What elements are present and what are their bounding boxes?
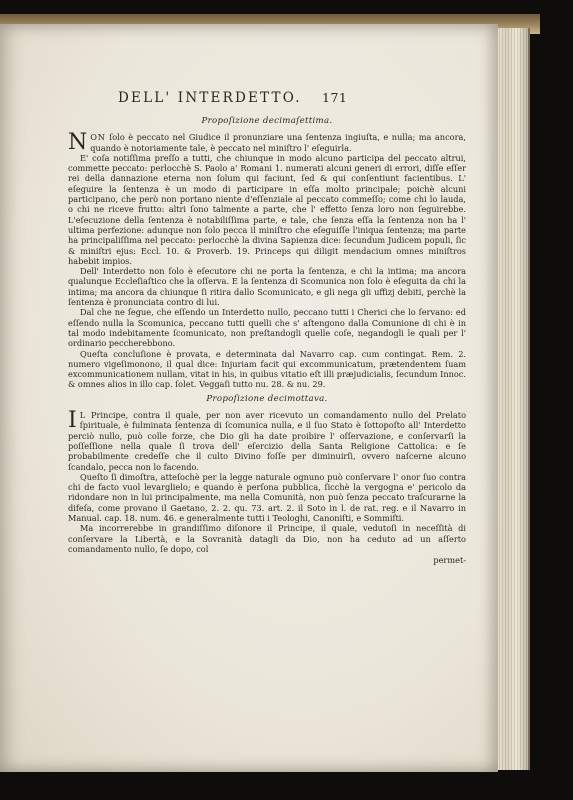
catchword: permet- [433,555,466,566]
proposition-18-para-3: Ma incorrerebbe in grandiſſimo diſonore il Principe, il quale, vedutoſi in neceſſità di conſervare la Libertà, e la Sovranità datagli da Dio, non ha ceduto ad un aſſerto comandamento nullo, ſe dopo, col [68,523,466,554]
proposition-18-para-2: Queſto ſi dimoſtra, atteſochè per la legge naturale ognuno può conſervare l' onor ſuo contra chi de facto vuol levarglielo; e quando è perſona pubblica, ſicchè la vergogna e' pericolo da ridondare non in lui principalmente, ma nella Comunità, non può ſenza peccato traſcurarne la difeſa, come provano il Gaetano, 2. 2. qu. 73. art. 2. il Soto in l. de rat. reg. e il Navarro in Manual. cap. 18. num. 46. e generalmente tutti i Teologhi, Canoniſti, e Sommiſti. [68,471,466,523]
para-text: Principe, contra il quale, per non aver ricevuto un comandamento nullo del Prelato ſpirituale, è fulminata ſentenza di ſcomunica nulla, e il ſuo Stato è ſottopoſto all' Interdetto perciò nullo, può colle forze, che Dio gli ha date proibire l' oſſervazione, e conſervarſi la poſſeſſione nella quale ſi trova dell' eſercizio della Santa Religione Cattolica: e ſe probabilmente credeſſe che il culto Divino foſſe per diminuirſi, ovvero naſcerne alcuno ſcandalo, pecca non lo facendo. [68,410,466,472]
proposition-17-heading: Propoſizione decimaſettima. [201,116,333,126]
page-number: 171 [322,90,348,105]
proposition-17-para-5: Queſta concluſione è provata, e determinata dal Navarro cap. cum contingat. Rem. 2. numero vigeſimonono, il qual dice: Injuriam facit qui excommunicatum, prætendentem ſuam excommunicationem nullam, vitat in his, in quibus vitatio eſt illi præjudicialis, ſecundum Innoc. & omnes alios in illo cap. ſolet. Veggaſi tutto nu. 28. & nu. 29. [68,348,466,390]
drop-cap: N [68,130,89,156]
proposition-18-para-1 [68,410,466,472]
proposition-18-heading: Propoſizione decimottava. [206,393,328,404]
drop-cap: I [68,408,78,434]
para-text: ſolo è peccato nel Giudice il pronunziare una ſentenza ingiuſta, e nulla; ma ancora, quando è notoriamente tale, è peccato nel miniſtro l' eſeguirla. [90,132,466,153]
initial-caps: L [79,410,86,421]
proposition-17-para-2: E' coſa notiſſima preſſo a tutti, che chiunque in modo alcuno participa del peccato altrui, commette peccato: perlocchè S. Paolo a' Romani 1. numerati alcuni generi di errori, diſſe eſſer rei della dannazione eterna non ſolum qui faciunt, ſed & qui conſentiunt facientibus. L' eſeguire la ſentenza è un modo di participare in eſſa molto principale; poichè alcuni participano, che però non portano niente d'eſſenziale al peccato commeſſo; come chi lo lauda, o chi ne riceve frutto: altri ſono talmente a parte, che l' effetto ſenza loro non ſeguirebbe. L'eſecuzione della ſentenza è notabiliſſima parte, e tale, che ſenza eſſa la ſentenza non ha l' ultima perfezione: adunque non ſolo pecca il miniſtro che eſeguiſſe l'iniqua ſentenza; ma parte ha principaliſſima nel peccato: perlocchè la divina Sapienza dice: ſecundum Judicem populi, ſic & miniſtri ejus: Eccl. 10. & Proverb. 19. Princeps qui diligit mendacium omnes miniſtros habebit impios. [68,152,466,266]
proposition-17-para-3: Dell' Interdetto non ſolo è eſecutore chi ne porta la ſentenza, e chi la intima; ma ancora qualunque Eccleſiaſtico che la oſſerva. E la ſentenza di Scomunica non ſolo è eſeguita da chi la intima; ma ancora da chiunque ſi ritira dallo Scomunicato, e gli nega gli uffizj debiti, perchè la ſentenza è pronunciata contro di lui. [68,266,466,308]
book-page [0,24,498,772]
running-head: DELL' INTERDETTO. [118,90,302,106]
proposition-17-para-1 [68,130,466,156]
initial-caps: ON [90,132,106,143]
proposition-17-para-4: Dal che ne ſegue, che eſſendo un Interdetto nullo, peccano tutti i Cherici che lo ſervano: ed eſſendo nulla la Scomunica, peccano tutti quelli che s' aſtengono dalla Comunione di chi è in tal modo indebitamente ſcomunicato, non preſtandogli quelle coſe, negandogli le quali per l' ordinario peccherebbono. [68,307,466,349]
page-text [68,112,466,565]
